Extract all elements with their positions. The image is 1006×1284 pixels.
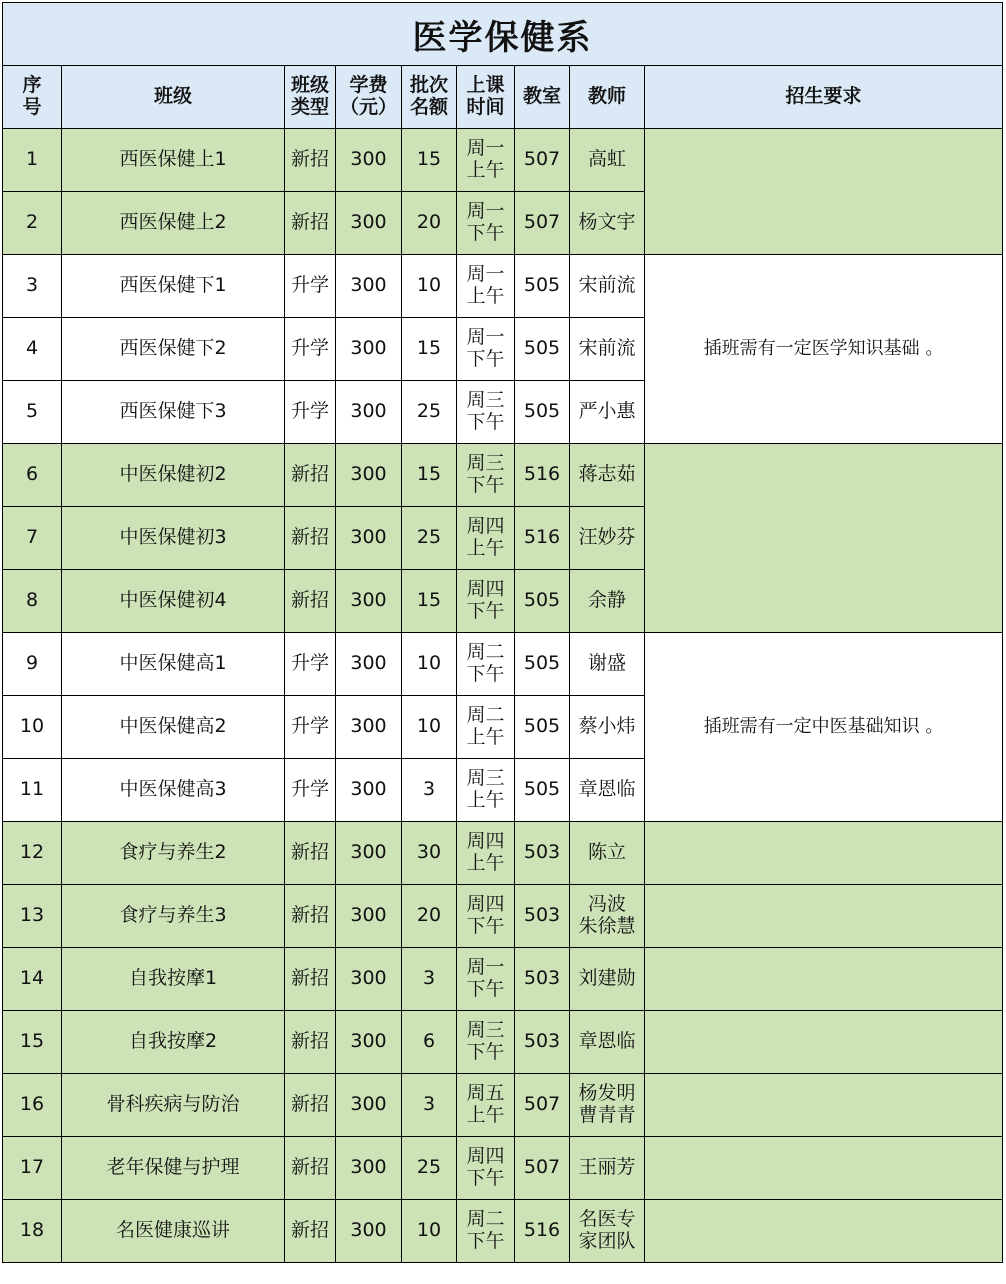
cell-teacher xyxy=(570,444,645,507)
cell-time-line: 下午 xyxy=(466,1230,505,1252)
cell-room: 503 xyxy=(515,948,570,1011)
cell-quota: 15 xyxy=(402,444,457,507)
cell-seq: 8 xyxy=(3,570,62,633)
cell-time-line: 上午 xyxy=(466,537,505,559)
cell-type: 新招 xyxy=(285,885,336,948)
cell-seq: 6 xyxy=(3,444,62,507)
cell-quota: 20 xyxy=(402,885,457,948)
cell-time xyxy=(457,696,515,759)
cell-type: 升学 xyxy=(285,759,336,822)
header-quota-line2: 名额 xyxy=(409,96,448,118)
cell-time xyxy=(457,1200,515,1263)
cell-teacher xyxy=(570,633,645,696)
cell-time-line: 周二 xyxy=(466,704,505,727)
cell-time-line: 下午 xyxy=(466,978,505,1000)
cell-room: 507 xyxy=(515,192,570,255)
cell-type: 升学 xyxy=(285,696,336,759)
cell-fee: 300 xyxy=(336,948,402,1011)
cell-seq: 9 xyxy=(3,633,62,696)
cell-teacher-line: 杨文宇 xyxy=(578,211,636,234)
cell-seq: 2 xyxy=(3,192,62,255)
cell-time xyxy=(457,885,515,948)
header-requirement: 招生要求 xyxy=(645,66,1003,129)
cell-room: 516 xyxy=(515,507,570,570)
cell-room: 505 xyxy=(515,570,570,633)
cell-time-line: 下午 xyxy=(466,600,505,622)
cell-time-line: 周一 xyxy=(466,137,505,160)
cell-time xyxy=(457,1074,515,1137)
cell-fee: 300 xyxy=(336,129,402,192)
cell-requirement: 插班需有一定医学知识基础 。 xyxy=(645,255,1003,444)
cell-time-line: 下午 xyxy=(466,348,505,370)
cell-time-line: 周四 xyxy=(466,578,505,601)
cell-type: 新招 xyxy=(285,1137,336,1200)
cell-time xyxy=(457,759,515,822)
cell-class: 老年保健与护理 xyxy=(62,1137,285,1200)
cell-seq: 4 xyxy=(3,318,62,381)
cell-time-line: 周二 xyxy=(466,1208,505,1231)
cell-requirement xyxy=(645,1200,1003,1263)
cell-time xyxy=(457,1011,515,1074)
cell-type: 新招 xyxy=(285,570,336,633)
header-class: 班级 xyxy=(62,66,285,129)
cell-class: 西医保健上1 xyxy=(62,129,285,192)
cell-time-line: 周一 xyxy=(466,263,505,286)
cell-fee: 300 xyxy=(336,192,402,255)
cell-seq: 3 xyxy=(3,255,62,318)
cell-time-line: 下午 xyxy=(466,222,505,244)
cell-teacher-line: 蒋志茹 xyxy=(578,463,636,486)
cell-teacher xyxy=(570,1137,645,1200)
cell-type: 升学 xyxy=(285,255,336,318)
cell-room: 505 xyxy=(515,381,570,444)
cell-room: 503 xyxy=(515,885,570,948)
cell-teacher xyxy=(570,885,645,948)
cell-class: 西医保健下2 xyxy=(62,318,285,381)
cell-teacher xyxy=(570,570,645,633)
cell-time xyxy=(457,633,515,696)
cell-room: 516 xyxy=(515,444,570,507)
cell-fee: 300 xyxy=(336,570,402,633)
cell-class: 食疗与养生2 xyxy=(62,822,285,885)
cell-class: 中医保健初2 xyxy=(62,444,285,507)
cell-teacher-line: 家团队 xyxy=(578,1230,636,1252)
cell-time-line: 上午 xyxy=(466,159,505,181)
cell-quota: 10 xyxy=(402,696,457,759)
cell-requirement xyxy=(645,1074,1003,1137)
cell-room: 516 xyxy=(515,1200,570,1263)
course-schedule-table xyxy=(2,2,1003,1263)
cell-type: 升学 xyxy=(285,381,336,444)
cell-class: 西医保健下1 xyxy=(62,255,285,318)
cell-time-line: 周三 xyxy=(466,1019,505,1042)
cell-teacher xyxy=(570,1074,645,1137)
header-fee-line2: （元） xyxy=(339,96,397,118)
cell-class: 自我按摩1 xyxy=(62,948,285,1011)
header-type xyxy=(285,66,336,129)
cell-teacher-line: 冯波 xyxy=(587,893,626,916)
cell-quota: 15 xyxy=(402,318,457,381)
cell-teacher-line: 宋前流 xyxy=(578,337,636,360)
cell-fee: 300 xyxy=(336,444,402,507)
cell-room: 507 xyxy=(515,1074,570,1137)
cell-fee: 300 xyxy=(336,885,402,948)
cell-quota: 30 xyxy=(402,822,457,885)
cell-time-line: 周三 xyxy=(466,767,505,790)
header-seq xyxy=(3,66,62,129)
cell-room: 503 xyxy=(515,822,570,885)
cell-seq: 1 xyxy=(3,129,62,192)
cell-time xyxy=(457,255,515,318)
cell-time-line: 周四 xyxy=(466,893,505,916)
cell-time xyxy=(457,192,515,255)
table-row xyxy=(3,948,1003,1011)
cell-requirement xyxy=(645,444,1003,633)
cell-teacher-line: 蔡小炜 xyxy=(578,715,636,738)
cell-teacher xyxy=(570,192,645,255)
cell-fee: 300 xyxy=(336,318,402,381)
cell-type: 新招 xyxy=(285,1074,336,1137)
cell-time xyxy=(457,129,515,192)
header-quota xyxy=(402,66,457,129)
cell-seq: 7 xyxy=(3,507,62,570)
cell-time-line: 下午 xyxy=(466,1167,505,1189)
cell-time xyxy=(457,318,515,381)
cell-teacher xyxy=(570,318,645,381)
cell-class: 中医保健高2 xyxy=(62,696,285,759)
table-row xyxy=(3,1137,1003,1200)
cell-room: 503 xyxy=(515,1011,570,1074)
cell-teacher xyxy=(570,255,645,318)
cell-fee: 300 xyxy=(336,822,402,885)
cell-type: 升学 xyxy=(285,318,336,381)
header-time xyxy=(457,66,515,129)
cell-teacher-line: 汪妙芬 xyxy=(578,526,636,549)
cell-quota: 20 xyxy=(402,192,457,255)
table-body xyxy=(3,129,1003,1263)
cell-room: 505 xyxy=(515,696,570,759)
cell-seq: 12 xyxy=(3,822,62,885)
header-fee xyxy=(336,66,402,129)
header-teacher: 教师 xyxy=(570,66,645,129)
cell-seq: 17 xyxy=(3,1137,62,1200)
cell-time-line: 周一 xyxy=(466,326,505,349)
header-room: 教室 xyxy=(515,66,570,129)
cell-seq: 18 xyxy=(3,1200,62,1263)
table-row xyxy=(3,444,1003,507)
cell-time-line: 下午 xyxy=(466,915,505,937)
cell-class: 中医保健高3 xyxy=(62,759,285,822)
cell-fee: 300 xyxy=(336,759,402,822)
cell-time-line: 周二 xyxy=(466,641,505,664)
cell-time-line: 周四 xyxy=(466,830,505,853)
cell-teacher xyxy=(570,1200,645,1263)
table-row xyxy=(3,129,1003,192)
cell-teacher xyxy=(570,822,645,885)
cell-class: 中医保健初4 xyxy=(62,570,285,633)
table-row xyxy=(3,885,1003,948)
cell-fee: 300 xyxy=(336,255,402,318)
cell-requirement xyxy=(645,885,1003,948)
cell-seq: 11 xyxy=(3,759,62,822)
cell-teacher-line: 谢盛 xyxy=(587,652,626,675)
cell-time xyxy=(457,570,515,633)
cell-quota: 10 xyxy=(402,255,457,318)
table-row xyxy=(3,1011,1003,1074)
cell-time-line: 周四 xyxy=(466,1145,505,1168)
cell-fee: 300 xyxy=(336,1011,402,1074)
cell-type: 新招 xyxy=(285,1011,336,1074)
cell-requirement xyxy=(645,822,1003,885)
cell-time xyxy=(457,444,515,507)
cell-teacher-line: 朱徐慧 xyxy=(578,915,636,937)
cell-type: 新招 xyxy=(285,444,336,507)
cell-quota: 25 xyxy=(402,1137,457,1200)
cell-teacher-line: 刘建勋 xyxy=(578,967,636,990)
page-title: 医学保健系 xyxy=(3,3,1003,66)
cell-class: 食疗与养生3 xyxy=(62,885,285,948)
cell-room: 505 xyxy=(515,318,570,381)
cell-time-line: 上午 xyxy=(466,726,505,748)
cell-type: 新招 xyxy=(285,1200,336,1263)
cell-fee: 300 xyxy=(336,1200,402,1263)
cell-quota: 3 xyxy=(402,948,457,1011)
cell-seq: 14 xyxy=(3,948,62,1011)
cell-requirement xyxy=(645,1137,1003,1200)
cell-class: 自我按摩2 xyxy=(62,1011,285,1074)
cell-fee: 300 xyxy=(336,1137,402,1200)
cell-class: 骨科疾病与防治 xyxy=(62,1074,285,1137)
cell-fee: 300 xyxy=(336,633,402,696)
cell-time-line: 周四 xyxy=(466,515,505,538)
cell-teacher xyxy=(570,129,645,192)
cell-quota: 3 xyxy=(402,759,457,822)
header-seq-line1: 序 xyxy=(22,74,42,97)
header-time-line1: 上课 xyxy=(466,74,505,97)
cell-time xyxy=(457,381,515,444)
cell-teacher-line: 王丽芳 xyxy=(578,1156,636,1179)
cell-quota: 6 xyxy=(402,1011,457,1074)
cell-time-line: 周三 xyxy=(466,452,505,475)
cell-quota: 15 xyxy=(402,570,457,633)
cell-teacher-line: 高虹 xyxy=(587,148,626,171)
cell-time-line: 上午 xyxy=(466,1104,505,1126)
cell-class: 西医保健下3 xyxy=(62,381,285,444)
cell-seq: 16 xyxy=(3,1074,62,1137)
cell-time xyxy=(457,1137,515,1200)
cell-teacher-line: 杨发明 xyxy=(578,1082,636,1105)
cell-fee: 300 xyxy=(336,696,402,759)
cell-quota: 15 xyxy=(402,129,457,192)
cell-fee: 300 xyxy=(336,507,402,570)
cell-teacher xyxy=(570,1011,645,1074)
cell-seq: 15 xyxy=(3,1011,62,1074)
cell-time-line: 下午 xyxy=(466,663,505,685)
table-row xyxy=(3,633,1003,696)
cell-seq: 13 xyxy=(3,885,62,948)
cell-quota: 10 xyxy=(402,1200,457,1263)
header-type-line2: 类型 xyxy=(290,96,329,118)
cell-teacher xyxy=(570,696,645,759)
cell-type: 升学 xyxy=(285,633,336,696)
header-row xyxy=(3,66,1003,129)
cell-room: 507 xyxy=(515,129,570,192)
cell-time-line: 周一 xyxy=(466,956,505,979)
cell-class: 中医保健初3 xyxy=(62,507,285,570)
cell-seq: 10 xyxy=(3,696,62,759)
cell-time-line: 周五 xyxy=(466,1082,505,1105)
cell-type: 新招 xyxy=(285,507,336,570)
cell-room: 505 xyxy=(515,633,570,696)
cell-requirement: 插班需有一定中医基础知识 。 xyxy=(645,633,1003,822)
cell-seq: 5 xyxy=(3,381,62,444)
cell-class: 西医保健上2 xyxy=(62,192,285,255)
cell-type: 新招 xyxy=(285,192,336,255)
cell-requirement xyxy=(645,1011,1003,1074)
cell-class: 中医保健高1 xyxy=(62,633,285,696)
cell-fee: 300 xyxy=(336,381,402,444)
cell-teacher xyxy=(570,948,645,1011)
cell-requirement xyxy=(645,129,1003,255)
cell-quota: 10 xyxy=(402,633,457,696)
cell-teacher xyxy=(570,759,645,822)
cell-teacher-line: 余静 xyxy=(587,589,626,612)
cell-teacher-line: 严小惠 xyxy=(578,400,636,423)
cell-quota: 25 xyxy=(402,507,457,570)
table-row xyxy=(3,822,1003,885)
table-row xyxy=(3,1074,1003,1137)
cell-time xyxy=(457,948,515,1011)
cell-room: 505 xyxy=(515,759,570,822)
header-type-line1: 班级 xyxy=(290,74,329,97)
cell-type: 新招 xyxy=(285,129,336,192)
cell-time-line: 周一 xyxy=(466,200,505,223)
cell-teacher-line: 章恩临 xyxy=(578,1030,636,1053)
header-seq-line2: 号 xyxy=(22,96,42,118)
cell-requirement xyxy=(645,948,1003,1011)
cell-teacher-line: 陈立 xyxy=(587,841,626,864)
cell-type: 新招 xyxy=(285,822,336,885)
cell-fee: 300 xyxy=(336,1074,402,1137)
cell-teacher-line: 曹青青 xyxy=(578,1104,636,1126)
cell-room: 505 xyxy=(515,255,570,318)
cell-type: 新招 xyxy=(285,948,336,1011)
cell-teacher xyxy=(570,381,645,444)
header-fee-line1: 学费 xyxy=(349,74,388,97)
cell-time-line: 上午 xyxy=(466,852,505,874)
cell-quota: 25 xyxy=(402,381,457,444)
cell-teacher xyxy=(570,507,645,570)
cell-time-line: 下午 xyxy=(466,1041,505,1063)
table-row xyxy=(3,1200,1003,1263)
cell-class: 名医健康巡讲 xyxy=(62,1200,285,1263)
cell-time-line: 周三 xyxy=(466,389,505,412)
cell-time-line: 下午 xyxy=(466,411,505,433)
cell-room: 507 xyxy=(515,1137,570,1200)
cell-time-line: 上午 xyxy=(466,789,505,811)
cell-teacher-line: 宋前流 xyxy=(578,274,636,297)
cell-time-line: 下午 xyxy=(466,474,505,496)
cell-time xyxy=(457,822,515,885)
cell-time xyxy=(457,507,515,570)
header-time-line2: 时间 xyxy=(466,96,505,118)
cell-teacher-line: 名医专 xyxy=(578,1208,636,1231)
header-quota-line1: 批次 xyxy=(409,74,448,97)
cell-time-line: 上午 xyxy=(466,285,505,307)
cell-teacher-line: 章恩临 xyxy=(578,778,636,801)
table-row xyxy=(3,255,1003,318)
cell-quota: 3 xyxy=(402,1074,457,1137)
